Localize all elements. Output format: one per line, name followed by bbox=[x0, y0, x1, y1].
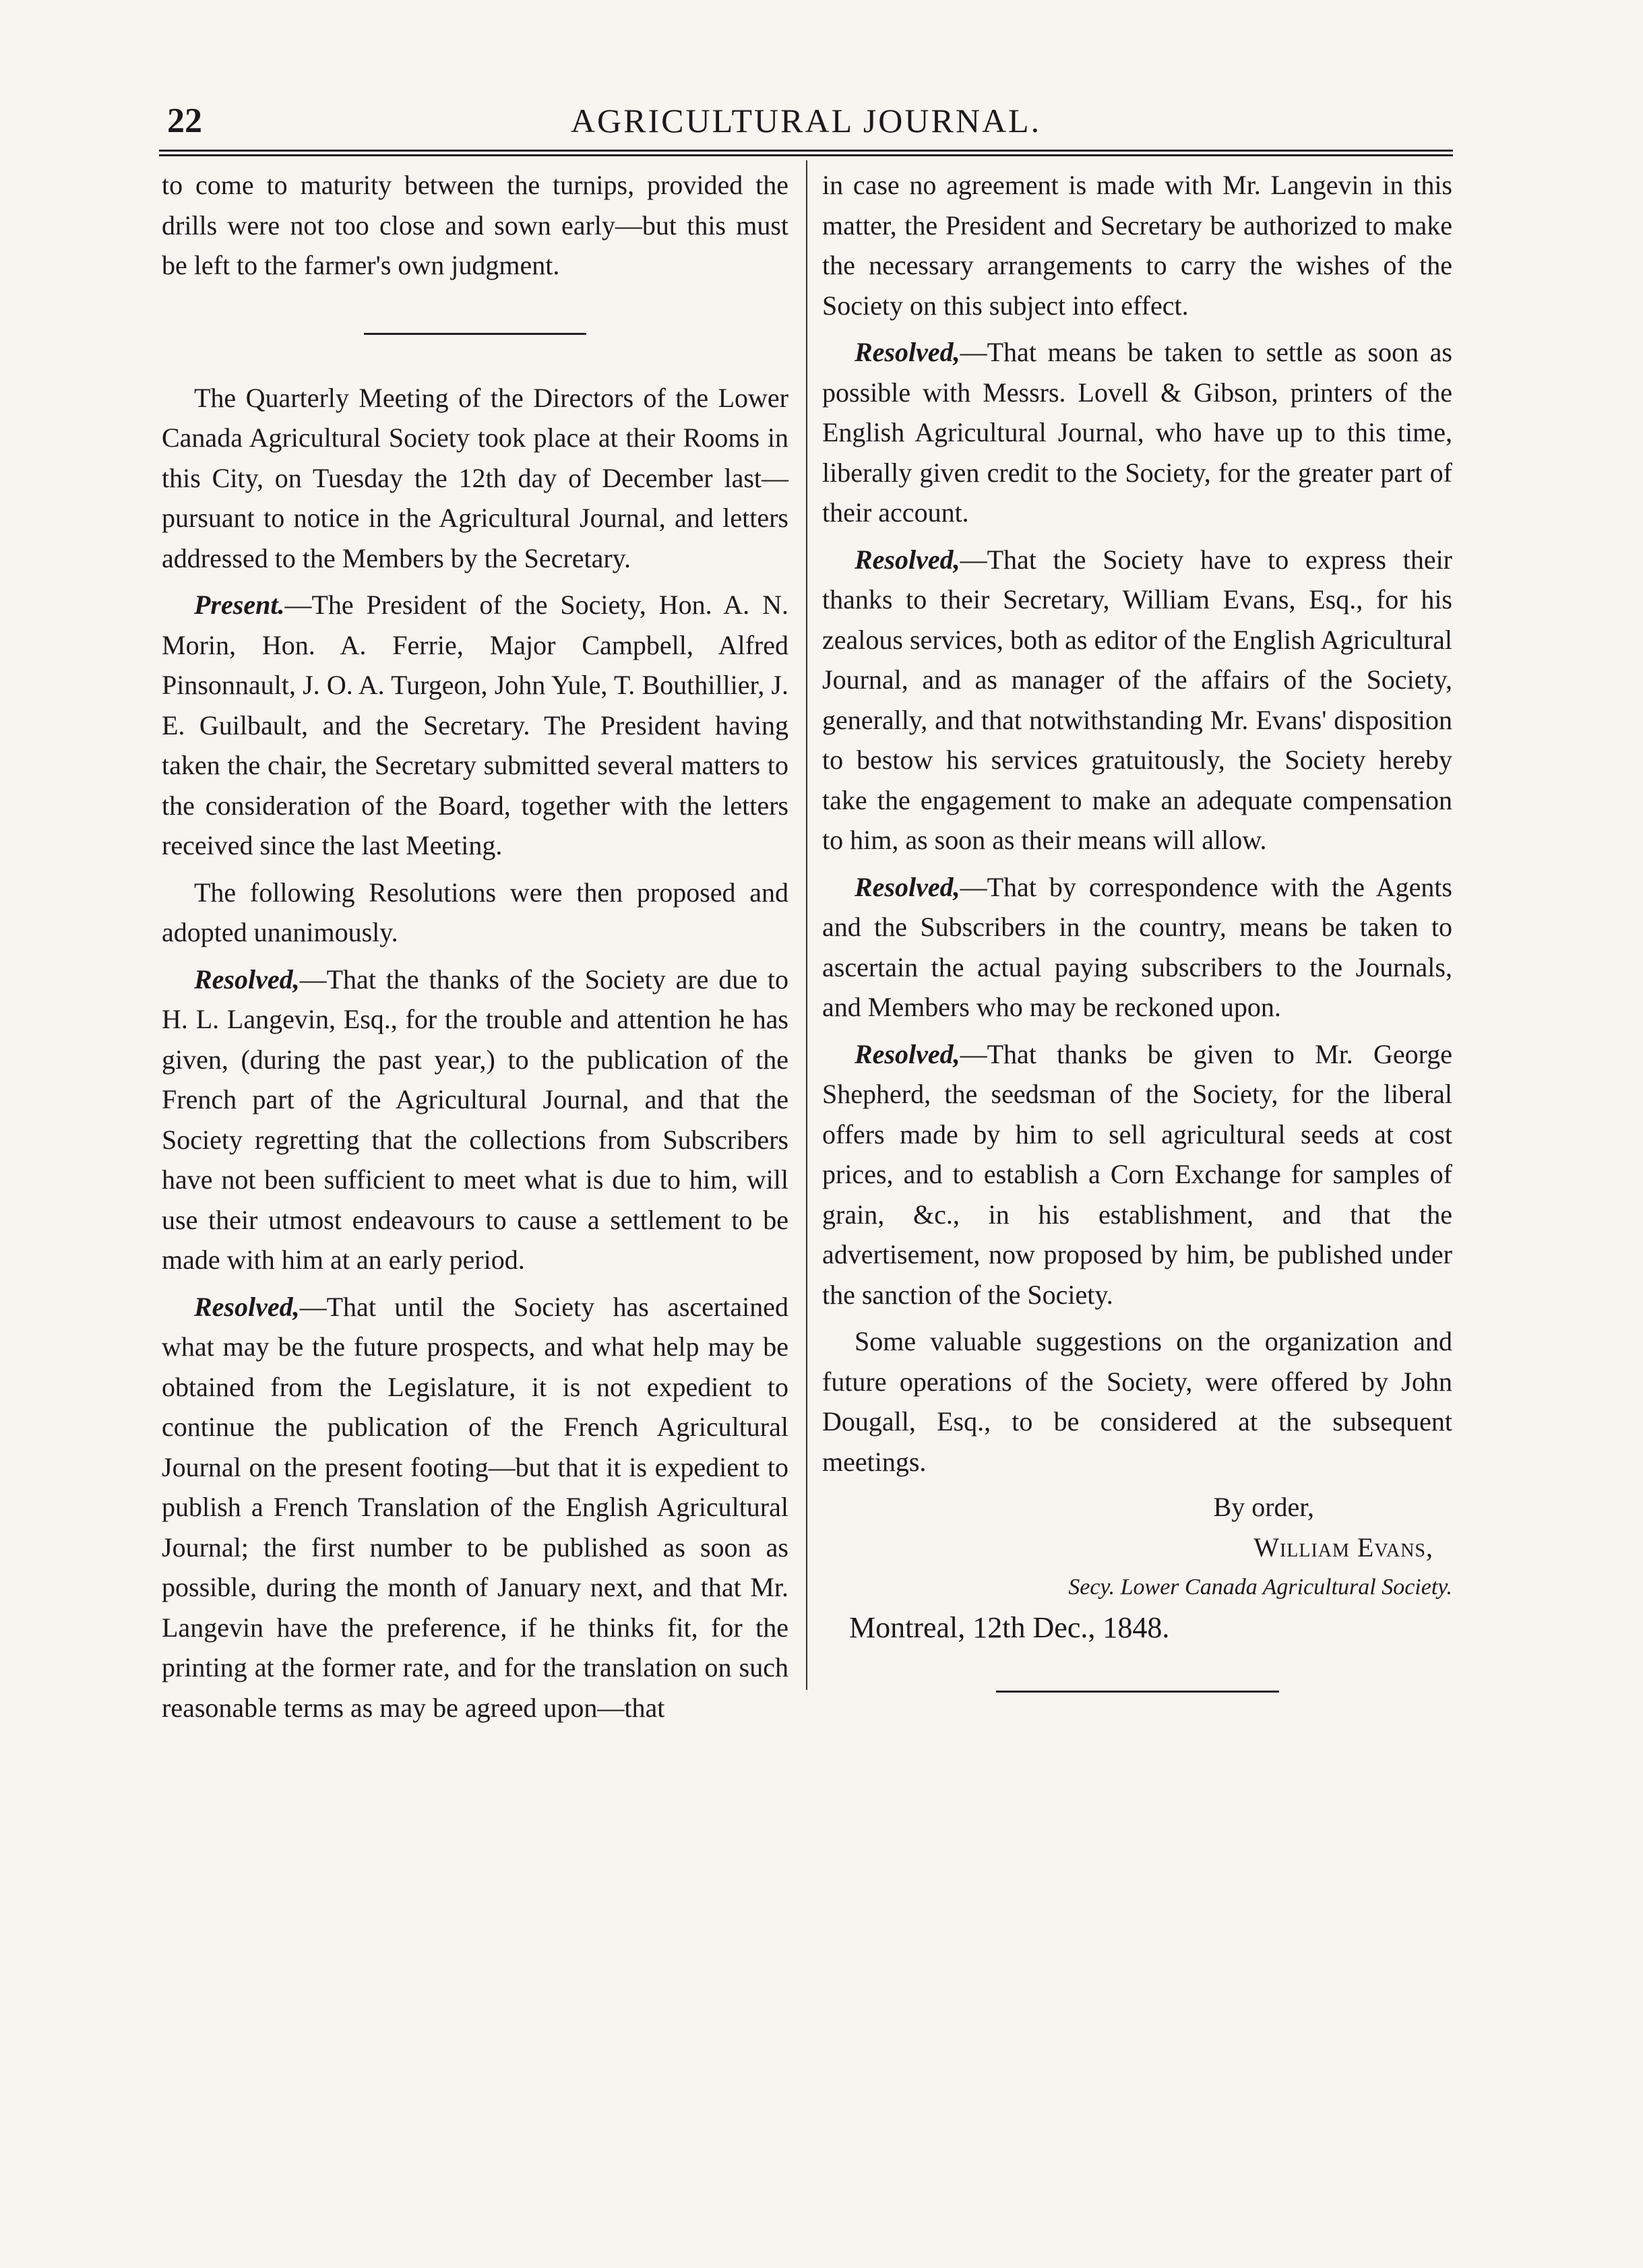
resolution-paragraph bbox=[822, 1034, 1452, 1315]
resolution-paragraph bbox=[822, 540, 1452, 860]
resolved-label: Resolved, bbox=[194, 964, 300, 995]
resolved-label: Resolved, bbox=[855, 337, 960, 367]
resolved-label: Resolved, bbox=[855, 1038, 960, 1069]
resolution-text: —That until the Society has ascertained what may be the future prospects, and what help may be obtained from the Legislature, it is not expedient to continue the publication of the French Agricultural Journal on the present footing—but that it is expedient to publish a French Translation of the English Agricultural Journal; the first number to be published as soon as possible, during the month of January next, and that Mr. Langevin have the preference, if he thinks fit, for the printing at the former rate, and for the translation on such reasonable terms as may be agreed upon—that bbox=[162, 1291, 788, 1723]
right-column bbox=[822, 165, 1452, 1693]
resolution-text: —That means be taken to settle as soon as possible with Messrs. Lovell & Gibson, printers of the English Agricultural Journal, who have up to this time, liberally given credit to the Society, for the greater part of their account. bbox=[822, 337, 1452, 528]
signature-title: Secy. Lower Canada Agricultural Society. bbox=[1068, 1575, 1452, 1600]
resolutions-intro: The following Resolutions were then proposed and adopted unanimously. bbox=[162, 877, 788, 947]
page-header bbox=[159, 101, 1453, 155]
present-paragraph bbox=[162, 585, 788, 866]
signature-by-order: By order, bbox=[1213, 1492, 1314, 1522]
resolved-label: Resolved, bbox=[855, 544, 960, 575]
header-double-rule bbox=[159, 150, 1453, 156]
section-rule bbox=[364, 333, 586, 335]
resolution-paragraph bbox=[822, 867, 1452, 1028]
resolved-label: Resolved, bbox=[855, 871, 960, 902]
signature-name: William Evans, bbox=[1253, 1532, 1433, 1563]
resolution-text: —That thanks be given to Mr. George Shepherd, the seedsman of the Society, for the liberal offers made by him to sell agricultural seeds at cost prices, and to establish a Corn Exchange for samples of grain, &c., in his establishment, and that the advertisement, now proposed by him, be published under the sanction of the Society. bbox=[822, 1038, 1452, 1310]
running-title: AGRICULTURAL JOURNAL. bbox=[570, 102, 1042, 139]
resolution-text: —That the thanks of the Society are due to H. L. Langevin, Esq., for the trouble and attention he has given, (during the past year,) to the publication of the French part of the Agricultural Journal, and that the Society regretting that the collections from Subscribers have not been sufficient to meet what is due to him, will use their utmost endeavours to cause a settlement to be made with him at an early period. bbox=[162, 964, 788, 1275]
column-divider bbox=[806, 160, 807, 1690]
resolution-text: —That by correspondence with the Agents and the Subscribers in the country, means be taken to ascertain the actual paying subscribers to the Journals, and Members who may be reckoned upon. bbox=[822, 871, 1452, 1022]
continued-paragraph: to come to maturity between the turnips, provided the drills were not too close and sown early—but this must be left to the farmer's own judgment. bbox=[162, 170, 788, 280]
resolution-paragraph bbox=[162, 959, 788, 1280]
page-number: 22 bbox=[167, 102, 202, 140]
continued-paragraph: in case no agreement is made with Mr. Langevin in this matter, the President and Secretary be authorized to make the necessary arrangements to carry the wishes of the Society on this subject into effect. bbox=[822, 170, 1452, 321]
meeting-paragraph: The Quarterly Meeting of the Directors of the Lower Canada Agricultural Society took place at their Rooms in this City, on Tuesday the 12th day of December last—pursuant to notice in the Agricultural Journal, and letters addressed to the Members by the Secretary. bbox=[162, 382, 788, 573]
suggestions-paragraph: Some valuable suggestions on the organization and future operations of the Society, were offered by John Dougall, Esq., to be considered at the subsequent meetings. bbox=[822, 1326, 1452, 1477]
resolution-paragraph bbox=[162, 1287, 788, 1728]
left-column bbox=[162, 165, 788, 1728]
resolution-text: —That the Society have to express their thanks to their Secretary, William Evans, Esq., for his zealous services, both as editor of the English Agricultural Journal, and as manager of the affairs of the Society, generally, and that notwithstanding Mr. Evans' disposition to bestow his services gratuitously, the Society hereby take the engagement to make an adequate compensation to him, as soon as their means will allow. bbox=[822, 544, 1452, 855]
end-rule bbox=[996, 1691, 1279, 1693]
present-text: —The President of the Society, Hon. A. N. Morin, Hon. A. Ferrie, Major Campbell, Alfred Pinsonnault, J. O. A. Turgeon, John Yule, T. Bouthillier, J. E. Guilbault, and the Secretary. The President having taken the chair, the Secretary submitted several matters to the consideration of the Board, together with the letters received since the last Meeting. bbox=[162, 590, 788, 860]
signature-date: Montreal, 12th Dec., 1848. bbox=[849, 1610, 1170, 1644]
resolved-label: Resolved, bbox=[194, 1291, 300, 1322]
present-label: Present. bbox=[194, 590, 285, 620]
resolution-paragraph bbox=[822, 332, 1452, 533]
